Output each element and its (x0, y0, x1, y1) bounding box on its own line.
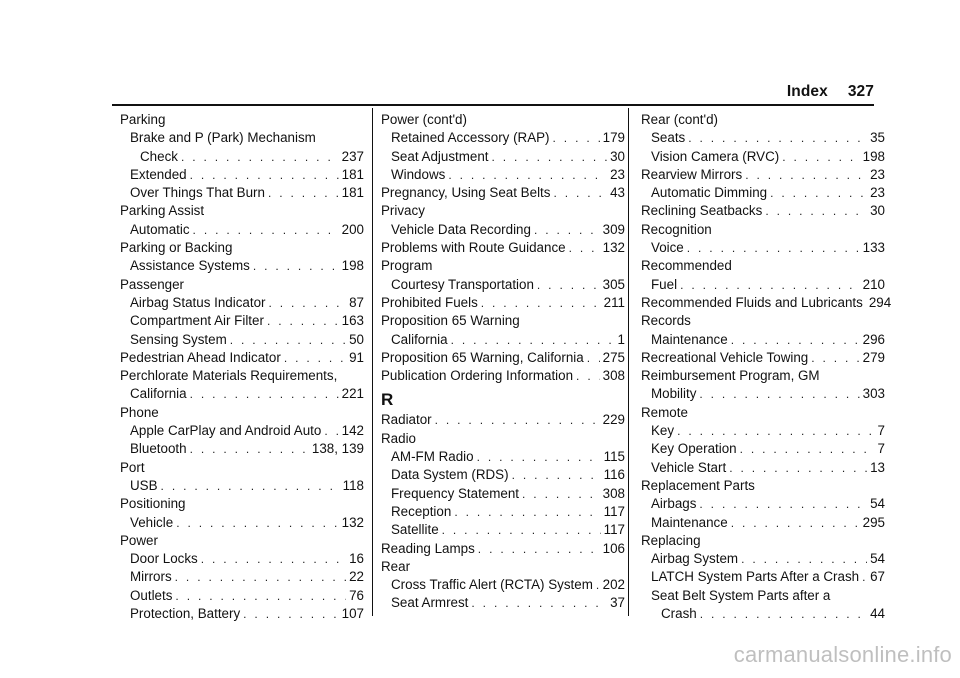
index-term: Reception (391, 503, 452, 519)
index-entry (381, 503, 625, 521)
dot-leader (175, 568, 346, 586)
dot-leader (862, 568, 867, 586)
index-entry (120, 111, 364, 129)
dot-leader (688, 129, 867, 147)
index-term: Over Things That Burn (130, 185, 265, 201)
index-entry (641, 276, 885, 294)
page-reference: 23 (870, 185, 885, 201)
index-entry (641, 385, 885, 403)
dot-leader (267, 312, 339, 330)
index-entry (641, 148, 885, 166)
page-reference: 221 (341, 386, 364, 402)
page-reference: 294 (868, 294, 892, 310)
index-term: Parking or Backing (120, 240, 233, 256)
index-term: USB (130, 477, 158, 493)
page-reference: 35 (870, 130, 885, 146)
index-term: Privacy (381, 203, 425, 219)
index-term: Airbags (651, 496, 697, 512)
dot-leader (201, 550, 346, 568)
page-reference: 132 (341, 514, 364, 530)
dot-leader (190, 385, 339, 403)
index-term: Outlets (130, 587, 173, 603)
page-reference: 237 (341, 148, 364, 164)
index-term: LATCH System Parts After a Crash (651, 569, 860, 585)
index-term: California (130, 386, 187, 402)
page-reference: 181 (341, 166, 364, 182)
index-term: Recommended Fluids and Lubricants (641, 294, 863, 310)
index-term: Publication Ordering Information (381, 368, 574, 384)
index-term: Vehicle (130, 514, 174, 530)
page-reference: 1 (617, 331, 625, 347)
page-reference: 303 (862, 386, 885, 402)
index-entry (641, 605, 885, 623)
page-reference: 13 (870, 459, 885, 475)
index-entry (120, 239, 364, 257)
index-term: Passenger (120, 276, 185, 292)
dot-leader (700, 605, 867, 623)
dot-leader (596, 576, 600, 594)
page-reference: 279 (862, 349, 885, 365)
index-term: Maintenance (651, 514, 728, 530)
page-reference: 305 (602, 276, 625, 292)
index-entry (381, 576, 625, 594)
column-divider (372, 108, 373, 616)
page-reference: 54 (870, 496, 885, 512)
page-reference: 132 (602, 240, 625, 256)
index-column-3 (641, 111, 892, 623)
index-term: Extended (130, 166, 187, 182)
dot-leader (435, 411, 600, 429)
index-term: Door Locks (130, 551, 198, 567)
index-entry (120, 514, 364, 532)
index-term: Mirrors (130, 569, 172, 585)
page-reference: 107 (341, 606, 364, 622)
index-term: Reclining Seatbacks (641, 203, 763, 219)
index-term: Radio (381, 430, 416, 446)
dot-leader (193, 221, 339, 239)
index-entry (381, 148, 625, 166)
index-term: Phone (120, 404, 159, 420)
index-entry (120, 294, 364, 312)
index-entry (120, 477, 364, 495)
page-reference: 211 (603, 294, 625, 310)
index-entry (381, 430, 625, 448)
page-reference: 198 (341, 258, 364, 274)
index-entry (641, 495, 885, 513)
index-term: Airbag Status Indicator (130, 294, 266, 310)
index-entry (641, 331, 885, 349)
index-term: Proposition 65 Warning, California (381, 349, 584, 365)
dot-leader (190, 166, 339, 184)
index-entry (641, 514, 885, 532)
index-term: Recognition (641, 221, 712, 237)
index-term: Seats (651, 130, 686, 146)
dot-leader (782, 148, 859, 166)
column-divider (628, 108, 629, 616)
index-entry (641, 422, 885, 440)
dot-leader (680, 276, 860, 294)
index-term: Reading Lamps (381, 540, 475, 556)
dot-leader (811, 349, 859, 367)
index-entry (120, 550, 364, 568)
index-entry (641, 550, 885, 568)
index-entry (641, 587, 885, 605)
dot-leader (699, 495, 867, 513)
page-reference: 37 (610, 595, 625, 611)
index-entry (641, 459, 885, 477)
index-entry (381, 294, 625, 312)
index-term: Key (651, 423, 675, 439)
index-term: Perchlorate Materials Requirements, (120, 368, 338, 384)
index-entry (120, 587, 364, 605)
page-reference: 116 (603, 467, 625, 483)
index-entry (641, 111, 885, 129)
dot-leader (537, 276, 600, 294)
index-term: Courtesy Transportation (391, 276, 534, 292)
index-entry (120, 440, 364, 458)
dot-leader (471, 594, 607, 612)
index-entry (120, 129, 364, 147)
index-entry (120, 184, 364, 202)
page-reference: 142 (341, 423, 364, 439)
dot-leader (284, 349, 346, 367)
index-entry (120, 605, 364, 623)
page-reference: 30 (870, 203, 885, 219)
index-entry (120, 331, 364, 349)
page-reference: 308 (602, 368, 625, 384)
page-reference: 117 (603, 503, 625, 519)
index-entry (381, 129, 625, 147)
index-term: Power (120, 532, 158, 548)
page-reference: 163 (341, 313, 364, 329)
page-reference: 22 (349, 569, 364, 585)
page-reference: 202 (602, 577, 625, 593)
dot-leader (454, 503, 600, 521)
watermark: carmanualsonline.info (733, 642, 952, 667)
index-term: Protection, Battery (130, 606, 241, 622)
index-entry (641, 221, 885, 239)
dot-leader (176, 514, 338, 532)
dot-leader (481, 294, 601, 312)
section-title: Index (786, 83, 828, 100)
index-term: Vehicle Data Recording (391, 221, 531, 237)
page-number: 327 (847, 83, 874, 100)
index-entry (381, 349, 625, 367)
dot-leader (451, 331, 615, 349)
index-term: Radiator (381, 412, 432, 428)
index-column-2 (381, 111, 625, 613)
index-term: Positioning (120, 496, 186, 512)
dot-leader (512, 466, 601, 484)
dot-leader (161, 477, 340, 495)
index-entry (381, 312, 625, 330)
index-entry (381, 594, 625, 612)
section-letter: R (381, 390, 394, 410)
index-entry (641, 294, 892, 312)
page-reference: 44 (870, 606, 885, 622)
index-entry (641, 129, 885, 147)
index-entry (120, 495, 364, 513)
page-reference: 275 (602, 349, 625, 365)
index-term: Seat Armrest (391, 595, 469, 611)
index-entry (381, 466, 625, 484)
index-term: Replacing (641, 532, 701, 548)
index-entry (381, 166, 625, 184)
index-term: Key Operation (651, 441, 737, 457)
dot-leader (268, 184, 339, 202)
page-reference: 16 (349, 551, 364, 567)
index-entry (381, 184, 625, 202)
index-entry (381, 221, 625, 239)
index-term: Automatic (130, 221, 190, 237)
dot-leader (442, 521, 601, 539)
index-entry (381, 411, 625, 429)
index-entry (120, 221, 364, 239)
page-reference: 118 (342, 477, 364, 493)
index-term: Program (381, 258, 433, 274)
index-column-1 (120, 111, 364, 623)
index-entry (641, 404, 885, 422)
index-term: Sensing System (130, 331, 227, 347)
index-term: Rear (cont'd) (641, 112, 718, 127)
index-term: Replacement Parts (641, 477, 755, 493)
page-reference: 54 (870, 551, 885, 567)
index-term: Frequency Statement (391, 485, 520, 501)
index-entry (381, 485, 625, 503)
index-term: Parking (120, 112, 166, 127)
page-reference: 138, 139 (311, 441, 364, 457)
page-reference: 30 (610, 148, 625, 164)
index-term: California (391, 331, 448, 347)
dot-leader (741, 550, 867, 568)
page-reference: 23 (610, 166, 625, 182)
dot-leader (181, 148, 339, 166)
index-entry (120, 349, 364, 367)
index-entry (641, 477, 885, 495)
index-entry (120, 459, 364, 477)
page-reference: 198 (862, 148, 885, 164)
index-entry (641, 349, 885, 367)
page-reference: 43 (610, 185, 625, 201)
index-entry (381, 558, 625, 576)
dot-leader (492, 148, 608, 166)
index-entry (120, 367, 364, 385)
index-term: Automatic Dimming (651, 185, 768, 201)
index-term: Retained Accessory (RAP) (391, 130, 550, 146)
index-term: AM-FM Radio (391, 449, 474, 465)
dot-leader (745, 166, 867, 184)
dot-leader (587, 349, 600, 367)
index-term: Seat Belt System Parts after a (651, 587, 831, 603)
page-reference: 91 (349, 349, 364, 365)
index-entry (120, 312, 364, 330)
index-term: Rearview Mirrors (641, 166, 743, 182)
index-entry (120, 568, 364, 586)
index-entry (120, 532, 364, 550)
index-term: Airbag System (651, 551, 739, 567)
index-term: Port (120, 459, 145, 475)
dot-leader (699, 385, 859, 403)
dot-leader (478, 540, 600, 558)
index-entry (120, 148, 364, 166)
page-reference: 295 (862, 514, 885, 530)
dot-leader (477, 448, 601, 466)
page-reference: 181 (341, 185, 364, 201)
dot-leader (576, 367, 600, 385)
index-entry (381, 367, 625, 385)
index-term: Voice (651, 240, 684, 256)
index-term: Crash (661, 606, 697, 622)
index-term: Pregnancy, Using Seat Belts (381, 185, 551, 201)
dot-leader (770, 184, 867, 202)
index-term: Apple CarPlay and Android Auto (130, 423, 322, 439)
index-term: Assistance Systems (130, 258, 250, 274)
index-entry (381, 239, 625, 257)
index-term: Parking Assist (120, 203, 205, 219)
page-reference: 87 (349, 294, 364, 310)
dot-leader (569, 239, 600, 257)
page-header (787, 83, 874, 101)
page-reference: 76 (349, 587, 364, 603)
page-reference: 133 (862, 240, 885, 256)
dot-leader (522, 485, 600, 503)
dot-leader (731, 331, 860, 349)
page-reference: 106 (602, 540, 625, 556)
page-reference: 210 (862, 276, 885, 292)
index-term: Recommended (641, 258, 732, 274)
index-entry (381, 202, 625, 220)
dot-leader (534, 221, 600, 239)
index-term: Windows (391, 166, 446, 182)
page-reference: 296 (862, 331, 885, 347)
index-term: Maintenance (651, 331, 728, 347)
index-entry (120, 276, 364, 294)
page-reference: 229 (602, 412, 625, 428)
dot-leader (253, 257, 339, 275)
dot-leader (553, 129, 600, 147)
index-entry (381, 448, 625, 466)
dot-leader (740, 440, 875, 458)
page-reference: 115 (603, 449, 625, 465)
dot-leader (765, 202, 867, 220)
index-term: Recreational Vehicle Towing (641, 349, 809, 365)
dot-leader (677, 422, 874, 440)
index-term: Satellite (391, 522, 439, 538)
dot-leader (230, 331, 346, 349)
index-entry (120, 385, 364, 403)
page-reference: 50 (349, 331, 364, 347)
index-entry (381, 540, 625, 558)
index-entry (641, 184, 885, 202)
index-entry (120, 422, 364, 440)
index-term: Problems with Route Guidance (381, 240, 566, 256)
page-reference: 308 (602, 485, 625, 501)
index-entry (120, 257, 364, 275)
dot-leader (448, 166, 607, 184)
index-entry (641, 312, 885, 330)
index-term: Data System (RDS) (391, 467, 509, 483)
index-term: Vision Camera (RVC) (651, 148, 780, 164)
index-term: Rear (381, 558, 411, 574)
dot-leader (175, 587, 346, 605)
index-entry (641, 166, 885, 184)
index-entry (381, 276, 625, 294)
index-term: Proposition 65 Warning (381, 313, 520, 329)
dot-leader (324, 422, 338, 440)
header-rule (112, 104, 874, 106)
page-reference: 67 (870, 569, 885, 585)
index-term: Power (cont'd) (381, 112, 467, 127)
page-reference: 117 (603, 522, 625, 538)
index-term: Vehicle Start (651, 459, 727, 475)
index-entry (641, 257, 885, 275)
page-reference: 309 (602, 221, 625, 237)
index-entry (381, 257, 625, 275)
index-term: Cross Traffic Alert (RCTA) System (391, 577, 593, 593)
dot-leader (243, 605, 339, 623)
index-term: Bluetooth (130, 441, 187, 457)
index-entry (641, 367, 885, 385)
index-entry (120, 166, 364, 184)
index-entry (641, 440, 885, 458)
index-term: Pedestrian Ahead Indicator (120, 349, 281, 365)
index-entry (641, 568, 885, 586)
index-entry (641, 532, 885, 550)
dot-leader (729, 459, 867, 477)
page-reference: 200 (341, 221, 364, 237)
dot-leader (268, 294, 346, 312)
dot-leader (731, 514, 860, 532)
index-term: Records (641, 313, 691, 329)
dot-leader (553, 184, 607, 202)
index-term: Seat Adjustment (391, 148, 489, 164)
index-entry (120, 202, 364, 220)
dot-leader (687, 239, 860, 257)
index-entry (120, 404, 364, 422)
index-term: Check (140, 148, 178, 164)
index-term: Fuel (651, 276, 678, 292)
index-entry (381, 331, 625, 349)
page-reference: 7 (877, 441, 885, 457)
page-reference: 179 (602, 130, 625, 146)
index-entry (381, 111, 625, 129)
index-entry (381, 521, 625, 539)
index-entry (641, 202, 885, 220)
index-term: Prohibited Fuels (381, 294, 478, 310)
page-reference: 7 (877, 423, 885, 439)
index-term: Reimbursement Program, GM (641, 368, 820, 384)
index-term: Remote (641, 404, 688, 420)
index-term: Compartment Air Filter (130, 313, 264, 329)
page-reference: 23 (870, 166, 885, 182)
index-entry (641, 239, 885, 257)
index-term: Brake and P (Park) Mechanism (130, 130, 316, 146)
index-term: Mobility (651, 386, 697, 402)
dot-leader (190, 440, 309, 458)
